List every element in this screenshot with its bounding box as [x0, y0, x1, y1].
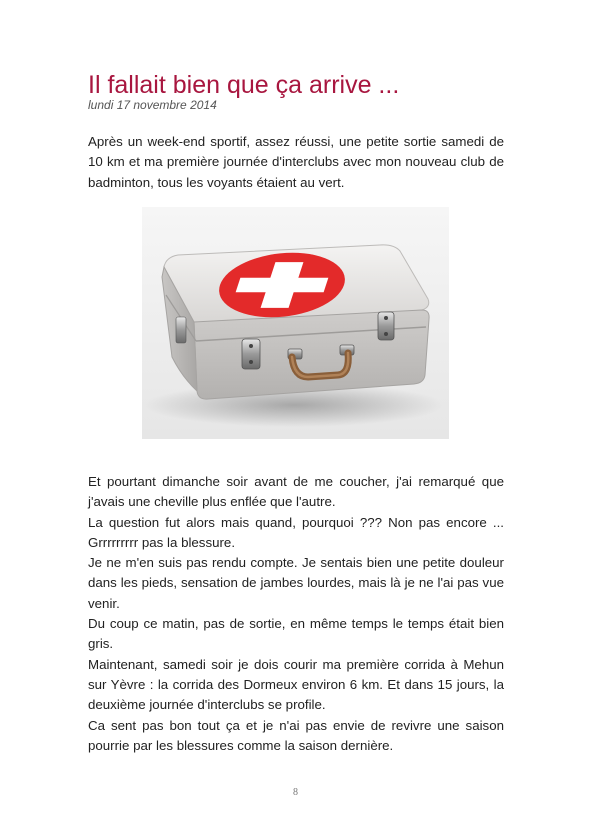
body-paragraph: La question fut alors mais quand, pourquoi ??? Non pas encore ... Grrrrrrrrr pas la blessure.: [88, 514, 504, 550]
body-paragraph: Du coup ce matin, pas de sortie, en même temps le temps était bien gris.: [88, 616, 504, 652]
article-date: lundi 17 novembre 2014: [88, 98, 217, 112]
first-aid-kit-illustration: [142, 207, 449, 439]
page-number: 8: [293, 787, 298, 798]
first-aid-kit-image: [142, 207, 449, 439]
left-hinge: [176, 317, 186, 343]
white-cross-horizontal: [236, 278, 329, 293]
right-latch: [378, 312, 394, 340]
body-paragraph: Ca sent pas bon tout ça et je n'ai pas envie de revivre une saison pourrie par les blessures comme la saison dernière.: [88, 717, 504, 753]
article-title: Il fallait bien que ça arrive ...: [88, 71, 400, 99]
body-text: [88, 472, 504, 756]
body-paragraph: Et pourtant dimanche soir avant de me coucher, j'ai remarqué que j'avais une cheville plus enflée que l'autre.: [88, 474, 504, 510]
intro-paragraph: Après un week-end sportif, assez réussi, une petite sortie samedi de 10 km et ma première journée d'interclubs avec mon nouveau club de badminton, tous les voyants étaient au vert.: [88, 134, 504, 190]
body-paragraph: Je ne m'en suis pas rendu compte. Je sentais bien une petite douleur dans les pieds, sensation de jambes lourdes, mais là je ne l'ai pas vue venir.: [88, 555, 504, 611]
left-latch: [242, 339, 260, 369]
body-paragraph: Maintenant, samedi soir je dois courir ma première corrida à Mehun sur Yèvre : la corrida des Dormeux environ 6 km. Et dans 15 jours, la deuxième journée d'interclubs se profile.: [88, 656, 504, 713]
